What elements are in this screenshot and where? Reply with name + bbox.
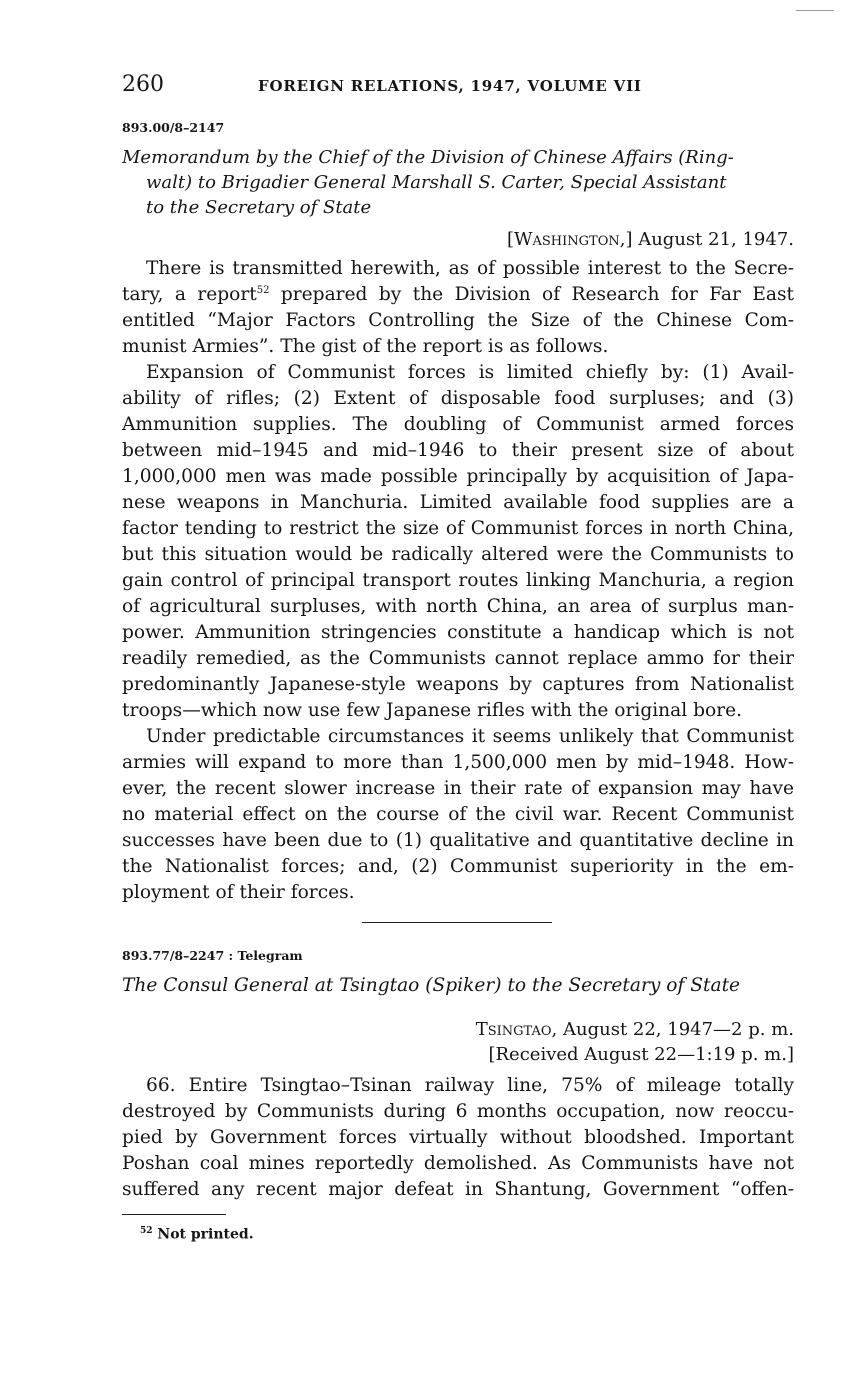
footnote-mark: 52 bbox=[140, 1226, 153, 1236]
doc2-received: [Received August 22—1:19 p. m.] bbox=[488, 1044, 794, 1065]
text-line: destroyed by Communists during 6 months occupation, now reoccu- bbox=[122, 1101, 794, 1122]
doc1-dateline: [Washington,] August 21, 1947. bbox=[506, 229, 794, 250]
text-line: the Nationalist forces; and, (2) Communist superiority in the em- bbox=[122, 856, 794, 877]
text-line: ever, the recent slower increase in their rate of expansion may have bbox=[122, 778, 794, 799]
doc1-file-number: 893.00/8–2147 bbox=[122, 120, 225, 135]
doc2-doc-type: : Telegram bbox=[228, 948, 303, 963]
text-line: gain control of principal transport routes linking Manchuria, a region bbox=[122, 570, 794, 591]
text-line: pied by Government forces virtually without bloodshed. Important bbox=[122, 1127, 794, 1148]
text-line: 1,000,000 men was made possible principally by acquisition of Japa- bbox=[122, 466, 794, 487]
doc2-date-time: August 22, 1947—2 p. m. bbox=[563, 1019, 794, 1040]
text-line: Poshan coal mines reportedly demolished. As Communists have not bbox=[122, 1153, 794, 1174]
doc2-title: The Consul General at Tsingtao (Spiker) to the Secretary of State bbox=[122, 975, 741, 996]
text-line: between mid–1945 and mid–1946 to their present size of about bbox=[122, 440, 794, 461]
footnote-text: Not printed. bbox=[157, 1226, 254, 1243]
footnote-reference: 52 bbox=[256, 284, 270, 296]
doc2-place: Tsingtao, bbox=[475, 1019, 558, 1040]
text-fragment: prepared by the Division of Research for Far East bbox=[269, 284, 794, 305]
doc1-title-line: to the Secretary of State bbox=[146, 197, 372, 218]
text-line: 66. Entire Tsingtao–Tsinan railway line, 75% of mileage totally bbox=[146, 1075, 794, 1096]
text-line: Ammunition supplies. The doubling of Communist armed forces bbox=[122, 414, 794, 435]
text-line: successes have been due to (1) qualitative and quantitative decline in bbox=[122, 830, 794, 851]
text-line: nese weapons in Manchuria. Limited available food supplies are a bbox=[122, 492, 794, 513]
text-line: armies will expand to more than 1,500,000 men by mid–1948. How- bbox=[122, 752, 794, 773]
text-line: predominantly Japanese-style weapons by captures from Nationalist bbox=[122, 674, 794, 695]
doc1-paragraph-3 bbox=[122, 724, 794, 906]
section-separator bbox=[362, 922, 552, 923]
text-line: ability of rifles; (2) Extent of disposable food surpluses; and (3) bbox=[122, 388, 794, 409]
text-line: munist Armies”. The gist of the report is as follows. bbox=[122, 336, 609, 357]
doc1-place: Washington, bbox=[514, 229, 626, 250]
running-title: FOREIGN RELATIONS, 1947, VOLUME VII bbox=[258, 77, 642, 95]
doc1-title bbox=[122, 145, 794, 220]
text-line: ployment of their forces. bbox=[122, 882, 355, 903]
text-line: but this situation would be radically altered were the Communists to bbox=[122, 544, 794, 565]
doc2-file-number bbox=[122, 948, 303, 963]
text-line: entitled “Major Factors Controlling the Size of the Chinese Com- bbox=[122, 310, 794, 331]
doc2-dateline bbox=[476, 1017, 794, 1042]
doc1-date: August 21, 1947. bbox=[638, 229, 794, 250]
doc2-paragraph-1 bbox=[122, 1073, 794, 1203]
text-line: readily remedied, as the Communists cannot replace ammo for their bbox=[122, 648, 794, 669]
doc1-paragraph-2 bbox=[122, 360, 794, 724]
text-line: no material effect on the course of the civil war. Recent Communist bbox=[122, 804, 794, 825]
text-line bbox=[122, 282, 794, 308]
corner-rule bbox=[796, 10, 834, 11]
footnote bbox=[140, 1226, 254, 1243]
text-fragment: tary, a report bbox=[122, 284, 257, 305]
text-line: There is transmitted herewith, as of possible interest to the Secre- bbox=[146, 258, 794, 279]
doc1-title-line: Memorandum by the Chief of the Division of Chinese Affairs (Ring- bbox=[122, 147, 734, 168]
text-line: power. Ammunition stringencies constitute a handicap which is not bbox=[122, 622, 794, 643]
text-line: Expansion of Communist forces is limited chiefly by: (1) Avail- bbox=[146, 362, 794, 383]
text-line: of agricultural surpluses, with north China, an area of surplus man- bbox=[122, 596, 794, 617]
text-line: suffered any recent major defeat in Shantung, Government “offen- bbox=[122, 1179, 794, 1200]
doc1-paragraph-1 bbox=[122, 256, 794, 360]
text-line: troops—which now use few Japanese rifles with the original bore. bbox=[122, 700, 742, 721]
page-number: 260 bbox=[122, 72, 164, 97]
doc2-file-id: 893.77/8–2247 bbox=[122, 948, 225, 963]
doc1-title-line: walt) to Brigadier General Marshall S. Carter, Special Assistant bbox=[146, 172, 727, 193]
text-line: factor tending to restrict the size of Communist forces in north China, bbox=[122, 518, 794, 539]
text-line: Under predictable circumstances it seems unlikely that Communist bbox=[146, 726, 794, 747]
footnote-rule bbox=[122, 1214, 226, 1215]
